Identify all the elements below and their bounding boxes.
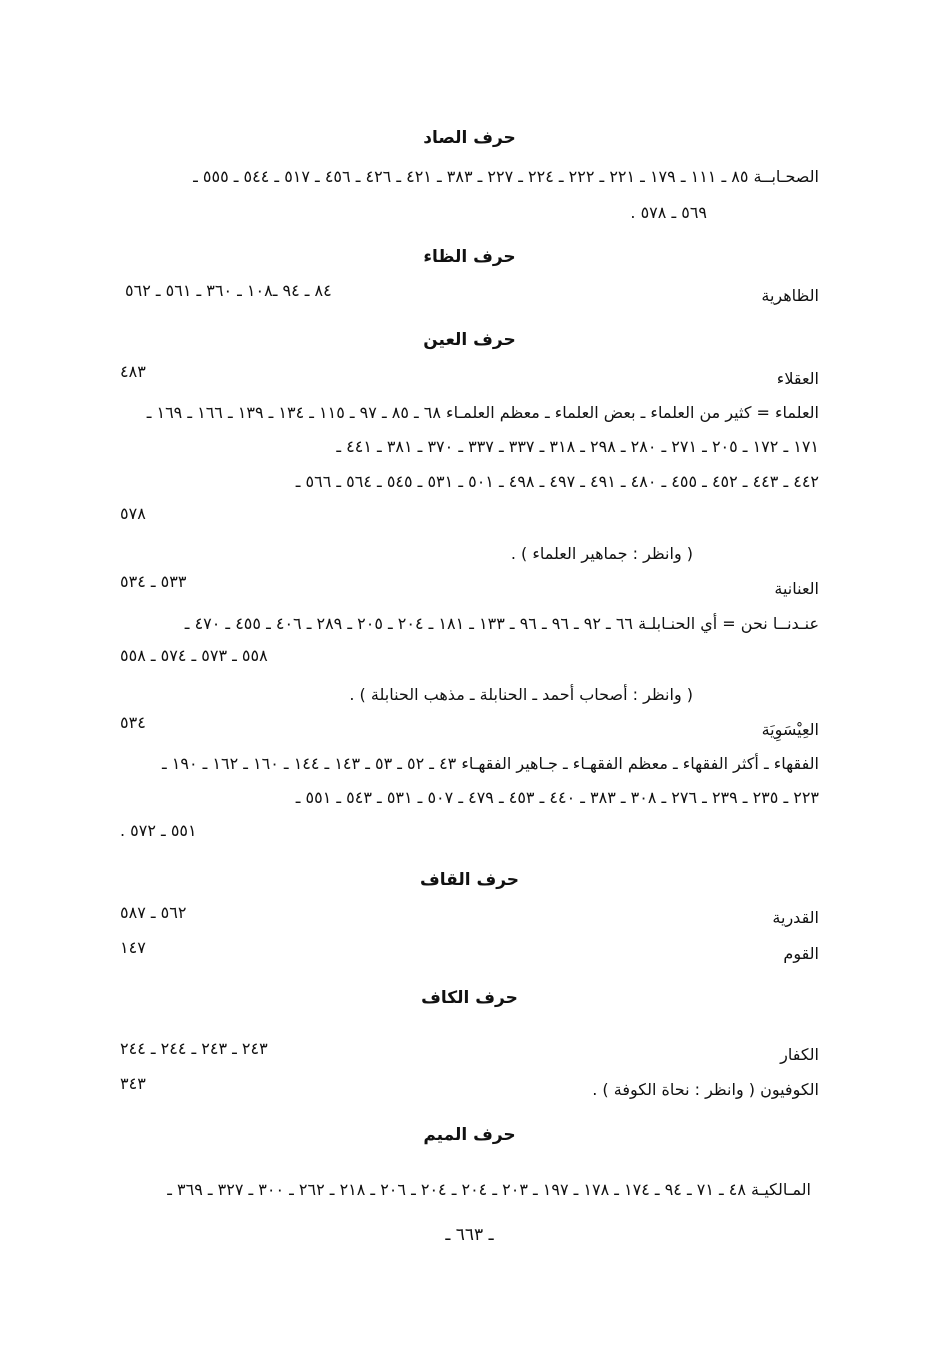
index-entry-line: المـالكيـة ٤٨ ـ ٧١ ـ ٩٤ ـ ١٧٤ ـ ١٧٨ ـ ١٩٧ ـ ٢٠٣ ـ ٢٠٤ ـ ٢٠٤ ـ ٢٠٦ ـ ٢١٨ ـ ٢٦٢ ـ ٣٠٠ ـ ٣٢٧ ـ ٣٦٩ ـ bbox=[167, 1180, 811, 1199]
section-heading-mim: حرف الميم bbox=[423, 1125, 516, 1145]
index-pages: ٨٤ ـ ٩٤ ـ١٠٨ ـ ٣٦٠ ـ ٥٦١ ـ ٥٦٢ bbox=[125, 281, 332, 300]
index-pages: ٤٨٣ bbox=[120, 362, 146, 381]
index-term: العنانية bbox=[774, 579, 819, 598]
index-entry-line: ٥٧٨ bbox=[120, 504, 146, 523]
section-heading-ain: حرف العين bbox=[423, 330, 516, 350]
index-pages: ٥٣٣ ـ ٥٣٤ bbox=[120, 572, 187, 591]
index-entry-line: ٥٦٩ ـ ٥٧٨ . bbox=[630, 203, 707, 222]
section-heading-kaf: حرف الكاف bbox=[421, 988, 518, 1008]
index-term: الكوفيون ( وانظر : نحاة الكوفة ) . bbox=[592, 1080, 819, 1099]
index-entry-line: ١٧١ ـ ١٧٢ ـ ٢٠٥ ـ ٢٧١ ـ ٢٨٠ ـ ٢٩٨ ـ ٣١٨ ـ ٣٣٧ ـ ٣٣٧ ـ ٣٧٠ ـ ٣٨١ ـ ٤٤١ ـ bbox=[336, 437, 819, 456]
index-term: العقلاء bbox=[776, 369, 819, 388]
index-entry-line: ٢٢٣ ـ ٢٣٥ ـ ٢٣٩ ـ ٢٧٦ ـ ٣٠٨ ـ ٣٨٣ ـ ٤٤٠ ـ ٤٥٣ ـ ٤٧٩ ـ ٥٠٧ ـ ٥٣١ ـ ٥٤٣ ـ ٥٥١ ـ bbox=[295, 788, 819, 807]
index-pages: ٥٦٢ ـ ٥٨٧ bbox=[120, 903, 187, 922]
index-term: الكفار bbox=[780, 1045, 819, 1064]
index-entry-line: ٥٥٨ ـ ٥٧٣ ـ ٥٧٤ ـ ٥٥٨ bbox=[120, 646, 268, 665]
index-term: القوم bbox=[783, 944, 819, 963]
see-also-note: ( وانظر : أصحاب أحمد ـ الحنابلة ـ مذهب الحنابلة ) . bbox=[349, 685, 693, 704]
index-pages: ٢٤٣ ـ ٢٤٣ ـ ٢٤٤ ـ ٢٤٤ bbox=[120, 1039, 268, 1058]
section-heading-sad: حرف الصاد bbox=[423, 128, 516, 148]
index-term: الظاهرية bbox=[761, 286, 819, 305]
index-pages: ١٤٧ bbox=[120, 938, 146, 957]
section-heading-qaf: حرف القاف bbox=[419, 870, 520, 890]
index-term: العِيْسَوِيَة bbox=[761, 720, 819, 739]
index-pages: ٣٤٣ bbox=[120, 1074, 146, 1093]
index-pages: ٥٣٤ bbox=[120, 713, 146, 732]
index-entry-line: الصحـابــة ٨٥ ـ ١١١ ـ ١٧٩ ـ ٢٢١ ـ ٢٢٢ ـ ٢٢٤ ـ ٢٢٧ ـ ٣٨٣ ـ ٤٢١ ـ ٤٢٦ ـ ٤٥٦ ـ ٥١٧ ـ ٥٤٤ ـ ٥٥٥ ـ bbox=[193, 167, 819, 186]
index-entry-line: عنـدنــا نحن = أي الحنـابلـة ٦٦ ـ ٩٢ ـ ٩٦ ـ ٩٦ ـ ١٣٣ ـ ١٨١ ـ ٢٠٤ ـ ٢٠٥ ـ ٢٨٩ ـ ٤٠٦ ـ ٤٥٥ ـ ٤٧٠ ـ bbox=[184, 614, 819, 633]
see-also-note: ( وانظر : جماهير العلماء ) . bbox=[510, 544, 693, 563]
index-entry-line: ٤٤٢ ـ ٤٤٣ ـ ٤٥٢ ـ ٤٥٥ ـ ٤٨٠ ـ ٤٩١ ـ ٤٩٧ ـ ٤٩٨ ـ ٥٠١ ـ ٥٣١ ـ ٥٤٥ ـ ٥٦٤ ـ ٥٦٦ ـ bbox=[295, 472, 819, 491]
page-number: ـ ٦٦٣ ـ bbox=[445, 1225, 494, 1245]
index-entry-line: العلماء = كثير من العلماء ـ بعض العلماء ـ معظم العلمـاء ٦٨ ـ ٨٥ ـ ٩٧ ـ ١١٥ ـ ١٣٤ ـ ١٣٩ ـ ١٦٦ ـ ١٦٩ ـ bbox=[146, 403, 819, 422]
section-heading-za: حرف الظاء bbox=[423, 247, 516, 267]
index-entry-line: الفقهاء ـ أكثر الفقهاء ـ معظم الفقهـاء ـ جـاهير الفقهـاء ٤٣ ـ ٥٢ ـ ٥٣ ـ ١٤٣ ـ ١٤٤ ـ ١٦٠ ـ ١٦٢ ـ ١٩٠ ـ bbox=[161, 754, 819, 773]
index-term: القدرية bbox=[772, 908, 819, 927]
index-entry-line: ٥٥١ ـ ٥٧٢ . bbox=[120, 821, 197, 840]
